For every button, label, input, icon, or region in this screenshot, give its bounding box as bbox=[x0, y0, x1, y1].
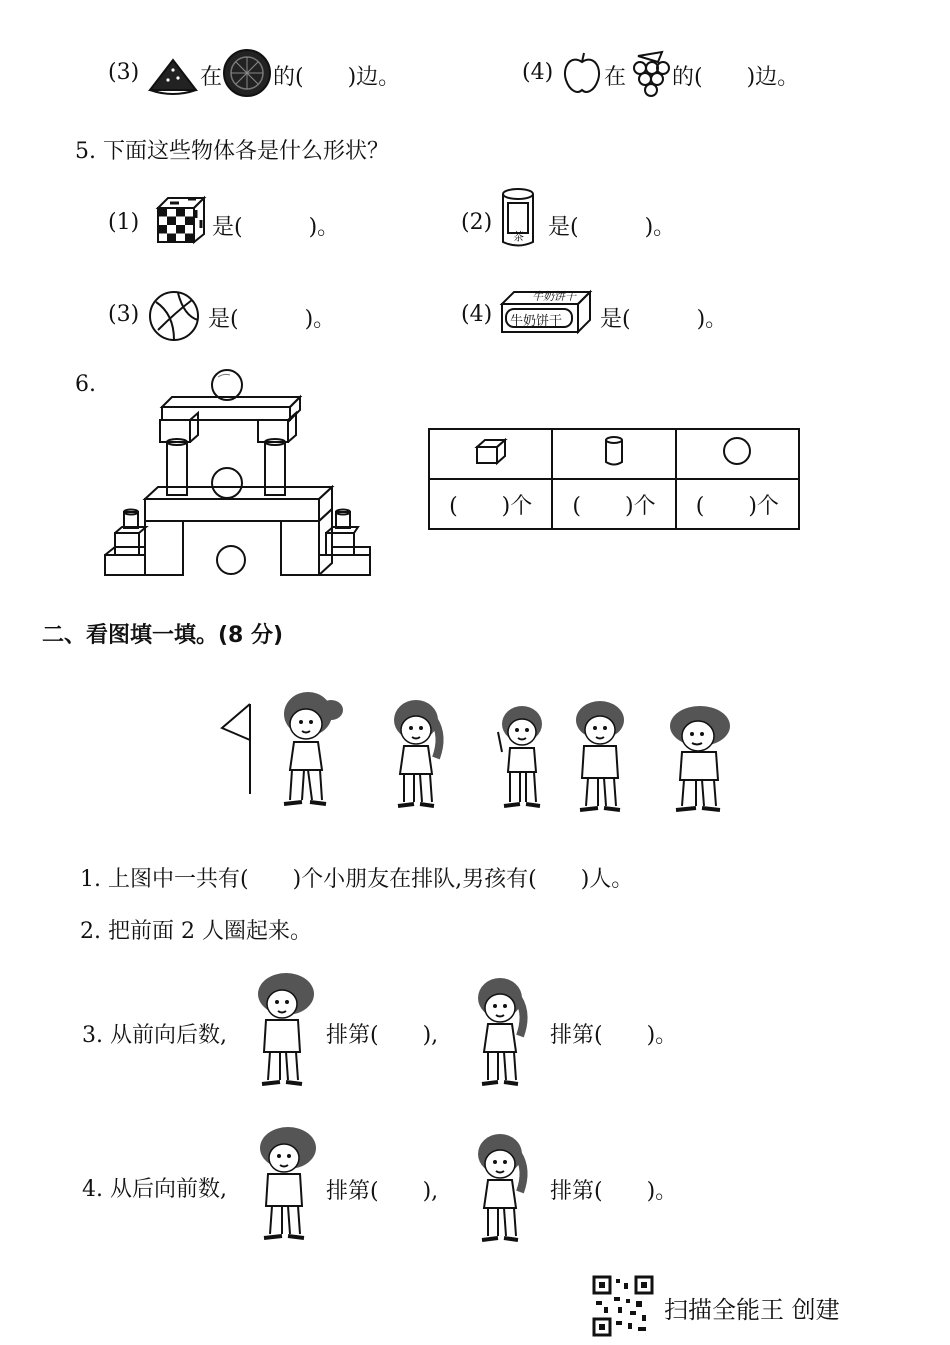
grapes-icon bbox=[626, 48, 670, 98]
girl-2-figure bbox=[388, 696, 452, 812]
orange-slice-icon bbox=[222, 48, 272, 98]
q4-item3-mid-text: 在 bbox=[200, 65, 223, 90]
sphere-count-cell[interactable]: ( )个 bbox=[676, 479, 799, 529]
boy-1-figure bbox=[570, 698, 632, 814]
section2-title: 二、看图填一填。(8 分) bbox=[42, 623, 284, 648]
q5-item2-blank[interactable]: 是( )。 bbox=[548, 215, 676, 240]
section2-q4-answer-b[interactable]: 排第( )。 bbox=[550, 1179, 678, 1204]
q5-item4-blank[interactable]: 是( )。 bbox=[600, 307, 728, 332]
q4-item4-number: (4) bbox=[522, 60, 554, 85]
q4-item4-mid-text: 在 bbox=[604, 65, 627, 90]
biscuit-box-top-label: 牛奶饼干 bbox=[532, 290, 576, 303]
girl-3-figure bbox=[494, 702, 552, 812]
section2-q4-answer-a[interactable]: 排第( ), bbox=[326, 1179, 439, 1204]
rubiks-cube-icon bbox=[156, 196, 206, 244]
boy-figure-q3 bbox=[252, 970, 320, 1090]
cylinder-icon bbox=[603, 435, 625, 467]
section2-q3-answer-a[interactable]: 排第( ), bbox=[326, 1023, 439, 1048]
section2-q2: 2. 把前面 2 人圈起来。 bbox=[80, 919, 312, 944]
cube-count-cell[interactable]: ( )个 bbox=[429, 479, 552, 529]
q5-item3-number: (3) bbox=[108, 302, 140, 327]
q5-item4-number: (4) bbox=[461, 302, 493, 327]
q5-item1-number: (1) bbox=[108, 210, 140, 235]
boy-2-figure bbox=[660, 702, 736, 814]
biscuit-box-front-label: 牛奶饼干 bbox=[510, 314, 563, 329]
tea-can-label: 茶 bbox=[513, 230, 524, 243]
section2-q4-lead: 4. 从后向前数, bbox=[82, 1177, 227, 1202]
qr-code-icon[interactable] bbox=[592, 1275, 654, 1337]
cylinder-count-cell[interactable]: ( )个 bbox=[552, 479, 675, 529]
q5-item2-number: (2) bbox=[461, 210, 493, 235]
q5-title: 5. 下面这些物体各是什么形状？ bbox=[75, 139, 389, 164]
boy-figure-q4 bbox=[254, 1124, 322, 1244]
cube-header-cell bbox=[429, 429, 552, 479]
watermelon-slice-icon bbox=[148, 56, 198, 96]
flag-icon bbox=[218, 700, 254, 796]
q4-item4-blank[interactable]: 的( )边。 bbox=[672, 65, 800, 90]
volleyball-icon bbox=[148, 290, 200, 342]
q4-item3-number: (3) bbox=[108, 60, 140, 85]
q5-item1-blank[interactable]: 是( )。 bbox=[212, 215, 340, 240]
q4-item3-blank[interactable]: 的( )边。 bbox=[273, 65, 401, 90]
shape-count-table bbox=[428, 428, 800, 530]
cube-icon bbox=[475, 437, 507, 465]
q6-number: 6. bbox=[75, 372, 96, 397]
girl-figure-q3 bbox=[472, 974, 534, 1090]
sphere-header-cell bbox=[676, 429, 799, 479]
apple-icon bbox=[562, 50, 602, 96]
girl-figure-q4 bbox=[472, 1130, 534, 1246]
q5-item3-blank[interactable]: 是( )。 bbox=[208, 307, 336, 332]
cylinder-header-cell bbox=[552, 429, 675, 479]
section2-q3-answer-b[interactable]: 排第( )。 bbox=[550, 1023, 678, 1048]
scan-footer-text: 扫描全能王 创建 bbox=[664, 1296, 840, 1324]
girl-1-figure bbox=[276, 688, 346, 812]
sphere-icon bbox=[722, 436, 752, 466]
section2-q1[interactable]: 1. 上图中一共有( )个小朋友在排队,男孩有( )人。 bbox=[80, 867, 634, 892]
section2-q3-lead: 3. 从前向后数, bbox=[82, 1023, 227, 1048]
block-structure-diagram bbox=[100, 365, 380, 585]
